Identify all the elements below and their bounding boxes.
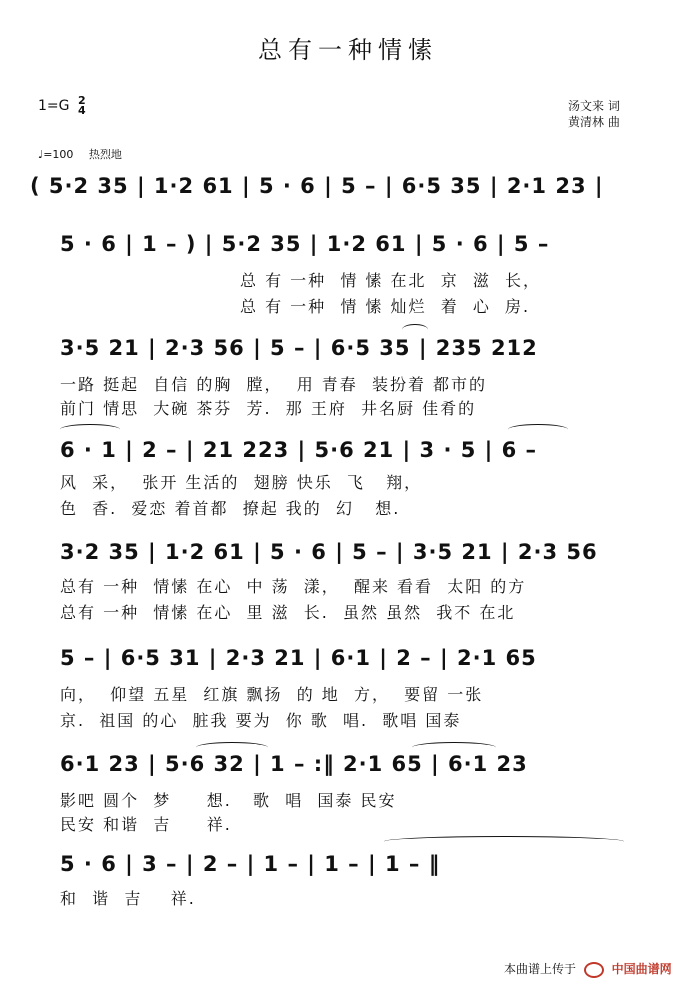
slur-mark <box>402 324 428 335</box>
score-row-5-lyric-1: 总有 一种 情愫 在心 中 荡 漾， 醒来 看看 太阳 的方 <box>60 577 527 596</box>
score-row-3-lyric-1: 一路 挺起 自信 的胸 膛， 用 青春 装扮着 都市的 <box>60 375 488 394</box>
score-row-8-lyric-1: 和 谐 吉 祥. <box>60 889 196 908</box>
score-row-2-lyric-1: 总 有 一种 情 愫 在北 京 滋 长， <box>240 271 542 290</box>
site-logo-icon <box>584 962 604 978</box>
time-sig-bottom: 4 <box>77 104 86 117</box>
score-row-6-lyric-2: 京. 祖国 的心 脏我 要为 你 歌 唱. 歌唱 国泰 <box>60 711 462 730</box>
tempo-marking <box>38 146 122 162</box>
tempo-value: ♩=100 <box>38 148 74 161</box>
slur-mark <box>508 424 568 435</box>
site-brand: 中国曲谱网 <box>611 962 672 976</box>
score-row-4-music: 6 · 1 | 2 – | 21 223 | 5·6 21 | 3 · 5 | 6 – <box>60 438 538 462</box>
score-row-4-lyric-1: 风 采， 张开 生活的 翅膀 快乐 飞 翔， <box>60 473 423 492</box>
tie-mark <box>384 836 624 847</box>
score-row-6-music: 5 – | 6·5 31 | 2·3 21 | 6·1 | 2 – | 2·1 65 <box>60 646 537 670</box>
score-row-7-lyric-2: 民安 和谐 吉 祥. <box>60 815 232 834</box>
time-signature <box>78 96 86 116</box>
score-row-1-music: ( 5·2 35 | 1·2 61 | 5 · 6 | 5 – | 6·5 35 | 2·1 23 | <box>30 174 604 198</box>
time-sig-top: 2 <box>77 94 86 107</box>
score-row-8-music: 5 · 6 | 3 – | 2 – | 1 – | 1 – | 1 – ‖ <box>60 852 441 876</box>
score-row-5-music: 3·2 35 | 1·2 61 | 5 · 6 | 5 – | 3·5 21 | 2·3 56 <box>60 540 598 564</box>
score-row-2-music: 5 · 6 | 1 – ) | 5·2 35 | 1·2 61 | 5 · 6 | 5 – <box>60 232 550 256</box>
key-signature <box>38 96 86 116</box>
credits <box>568 98 620 130</box>
score-row-6-lyric-1: 向， 仰望 五星 红旗 飘扬 的 地 方， 要留 一张 <box>60 685 484 704</box>
score-row-3-music: 3·5 21 | 2·3 56 | 5 – | 6·5 35 | 235 212 <box>60 336 538 360</box>
score-title: 总有一种情愫 <box>258 36 438 64</box>
score-row-2-lyric-2: 总 有 一种 情 愫 灿烂 着 心 房. <box>240 297 531 316</box>
score-row-7-music: 6·1 23 | 5·6 32 | 1 – :‖ 2·1 65 | 6·1 23 <box>60 752 528 776</box>
score-row-5-lyric-2: 总有 一种 情愫 在心 里 滋 长. 虽然 虽然 我不 在北 <box>60 603 516 622</box>
score-row-7-lyric-1: 影吧 圆个 梦 想. 歌 唱 国泰 民安 <box>60 791 397 810</box>
lyricist: 汤文来 词 <box>568 99 620 113</box>
footer-text: 本曲谱上传于 <box>504 962 577 976</box>
score-row-3-lyric-2: 前门 情思 大碗 茶芬 芳. 那 王府 井名厨 佳肴的 <box>60 399 477 418</box>
footer-credit <box>504 960 672 978</box>
mood-marking: 热烈地 <box>88 148 122 161</box>
key-label: 1=G <box>38 98 70 114</box>
score-row-4-lyric-2: 色 香. 爱恋 着首都 撩起 我的 幻 想. <box>60 499 401 518</box>
composer: 黄清林 曲 <box>568 115 620 129</box>
slur-mark <box>60 424 120 435</box>
